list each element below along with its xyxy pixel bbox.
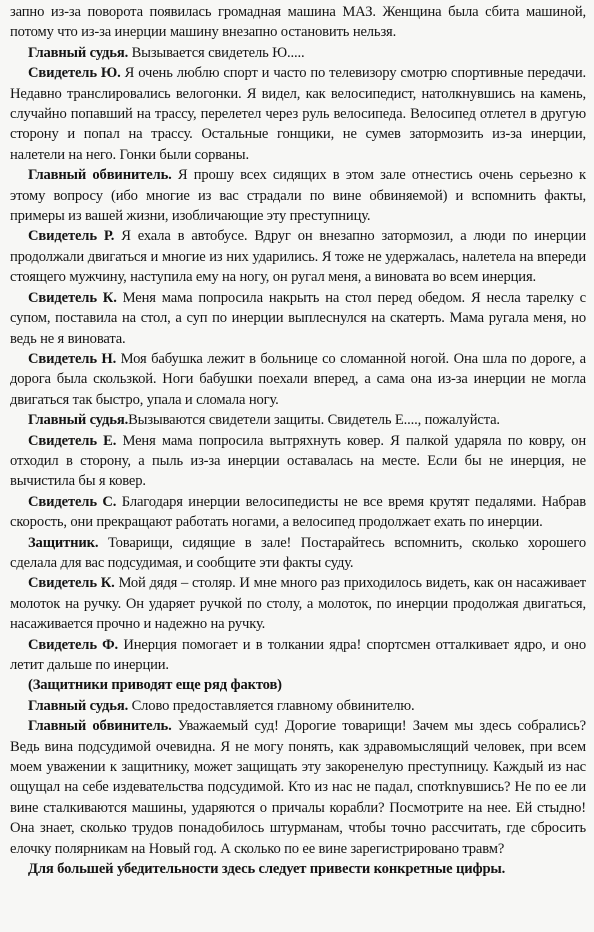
speaker-label: Главный судья. xyxy=(28,697,129,714)
paragraph-witness-k xyxy=(10,288,586,349)
speaker-label: Свидетель Н. xyxy=(28,350,117,367)
paragraph-text: Для большей убедительности здесь следует привести конкретные цифры. xyxy=(28,861,506,878)
speaker-label: Свидетель Е. xyxy=(28,432,117,449)
speaker-label: Свидетель Ф. xyxy=(28,636,119,653)
speaker-label: Главный обвинитель. xyxy=(28,718,172,735)
speaker-label: Главный судья. xyxy=(28,412,129,429)
paragraph-defender xyxy=(10,533,586,574)
paragraph-text: Мой дядя – столяр. И мне много раз приходилось видеть, как он насаживает молоток на ручку. Он ударяет ручкой по столу, а молоток, по инерции продолжая двигаться, насаживается прочно и надежно на ручку. xyxy=(10,575,587,633)
paragraph-text: запно из-за поворота появилась громадная машина МАЗ. Женщина была сбита машиной, потому что из-за инерции машину внезапно остановить нельзя. xyxy=(10,4,586,41)
speaker-label: Главный судья. xyxy=(28,44,129,61)
paragraph-text: Меня мама попросила накрыть на стол перед обедом. Я несла тарелку с супом, поставила на стол, а суп по инерции выплеснулся на скатерть. Мама ругала меня, но ведь не я виновата. xyxy=(10,289,586,347)
speaker-label: Свидетель Р. xyxy=(28,228,115,245)
paragraph-text: (Защитники приводят еще ряд фактов) xyxy=(28,677,282,694)
paragraph-text: Вызываются свидетели защиты. Свидетель Е...., пожалуйста. xyxy=(128,412,500,429)
speaker-label: Свидетель Ю. xyxy=(28,65,121,82)
paragraph-text: Я ехала в автобусе. Вдруг он внезапно затормозил, а люди по инерции продолжали двигаться и многие из них ударились. Я тоже не удержалась, налетела на впереди стоящего мужчину, наступила ему на ногу, он ругал меня, а виновата во всем инерция. xyxy=(10,228,586,286)
paragraph-text: Я прошу всех сидящих в этом зале отнестись очень серьезно к этому вопросу (ибо многие из вас страдали по вине обвиняемой) и вспомнить факты, примеры из вашей жизни, изобличающие эту преступницу. xyxy=(10,167,586,225)
paragraph-witness-s xyxy=(10,492,586,533)
paragraph-text: Благодаря инерции велосипедисты не все время крутят педалями. Набрав скорость, они прекращают работать ногами, а велосипед продолжает ехать по инерции. xyxy=(10,493,586,531)
speaker-label: Защитник. xyxy=(28,534,99,551)
paragraph-intro xyxy=(10,2,586,43)
paragraph-witness-n xyxy=(10,349,586,410)
paragraph-judge-defense xyxy=(10,410,586,430)
paragraph-text: Слово предоставляется главному обвинителю. xyxy=(128,697,415,714)
paragraph-text: Товарищи, сидящие в зале! Постарайтесь вспомнить, сколько хорошего сделала для вас подсудимая, и сообщите эти факты суду. xyxy=(10,534,586,571)
paragraph-judge-floor xyxy=(10,696,586,716)
paragraph-prosecutor-1 xyxy=(10,165,586,226)
paragraph-text: Я очень люблю спорт и часто по телевизору смотрю спортивные передачи. Недавно транслировались велогонки. Я видел, как велосипедист, натолкнувшись на камень, случайно попавший на трассу, перелетел через руль велосипеда. Велосипед отлетел в другую сторону и попал на трассу. Остальные гонщики, не сумев затормозить из-за инерции, налетели на него. Гонки были сорваны. xyxy=(10,65,586,163)
paragraph-text: Уважаемый суд! Дорогие товарищи! Зачем мы здесь собрались? Ведь вина подсудимой очевидна. Я не могу понять, как здравомыслящий человек, при всем моем уважении к защитнику, может защищать эту закоренелую преступницу. Каждый из нас ощущал на себе издевательства подсудимой. Кто из нас не падал, спотknувшись? Не по ее ли вине сталкиваются машины, ударяются о причалы корабли? Посмотрите на нее. Ей стыдно! Она знает, сколько трудов понадобилось штурманам, чтобы точно рассчитать, где сбросить елочку полярникам на Новый год. А сколько по ее вине зарегистрировано травм? xyxy=(10,718,586,857)
paragraph-stage-direction xyxy=(10,675,586,695)
speaker-label: Главный обвинитель. xyxy=(28,167,172,184)
paragraph-text: Меня мама попросила вытряхнуть ковер. Я палкой ударяла по ковру, он отходил в сторону, а пыль из-за инерции оставалась на месте. Если бы не инерция, не вычистила бы я ковер. xyxy=(10,432,586,490)
speaker-label: Свидетель К. xyxy=(28,289,117,306)
paragraph-text: Инерция помогает и в толкании ядра! спортсмен отталкивает ядро, и оно летит дальше по инерции. xyxy=(10,636,586,673)
speaker-label: Свидетель К. xyxy=(28,575,115,592)
paragraph-judge-call xyxy=(10,43,586,63)
paragraph-witness-r xyxy=(10,226,586,287)
paragraph-note xyxy=(10,859,586,879)
paragraph-witness-f xyxy=(10,635,586,676)
paragraph-witness-yu xyxy=(10,63,586,165)
paragraph-prosecutor-2 xyxy=(10,716,586,859)
paragraph-text: Моя бабушка лежит в больнице со сломанной ногой. Она шла по дороге, а дорога была скользкой. Ноги бабушки поехали вперед, а сама она из-за инерции не могла двигаться так быстро, упала и сломала ногу. xyxy=(10,350,586,408)
speaker-label: Свидетель С. xyxy=(28,493,117,510)
paragraph-witness-e xyxy=(10,431,586,492)
paragraph-text: Вызывается свидетель Ю..... xyxy=(128,44,305,61)
paragraph-witness-k2 xyxy=(10,573,586,634)
